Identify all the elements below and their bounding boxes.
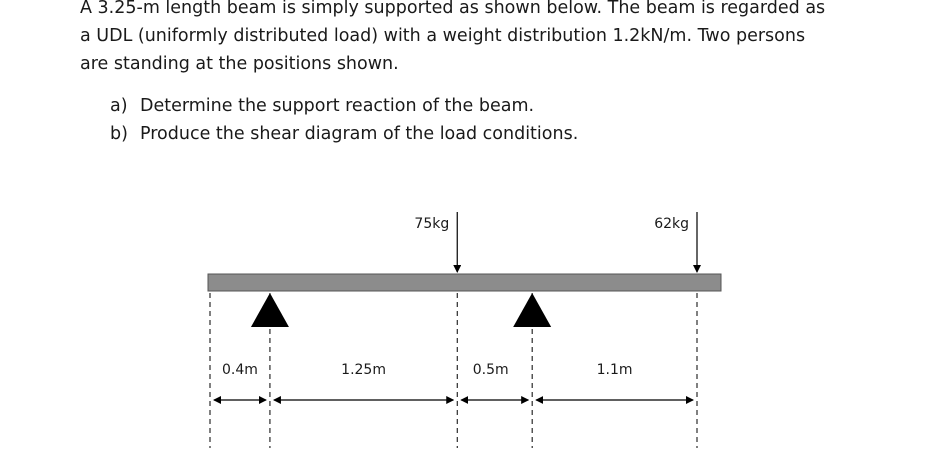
pin-support (251, 293, 289, 327)
load-label: 75kg (414, 216, 450, 232)
task-b-label: b) (110, 124, 128, 144)
dimension-label: 0.5m (472, 362, 509, 378)
load-label: 62kg (654, 216, 689, 232)
task-a-label: a) (110, 96, 128, 116)
problem-line-1: A 3.25-m length beam is simply supported as shown below. The beam is regarded as (80, 0, 826, 18)
problem-line-3: are standing at the positions shown. (80, 54, 399, 74)
beam (208, 274, 721, 291)
task-a-text: Determine the support reaction of the beam. (140, 96, 535, 116)
problem-line-2: a UDL (uniformly distributed load) with a weight distribution 1.2kN/m. Two persons (80, 26, 806, 46)
pin-support (513, 293, 551, 327)
dimension-label: 0.4m (222, 362, 258, 378)
task-b-text: Produce the shear diagram of the load conditions. (140, 124, 579, 144)
dimension-label: 1.1m (596, 362, 633, 378)
dimension-label: 1.25m (341, 362, 386, 378)
